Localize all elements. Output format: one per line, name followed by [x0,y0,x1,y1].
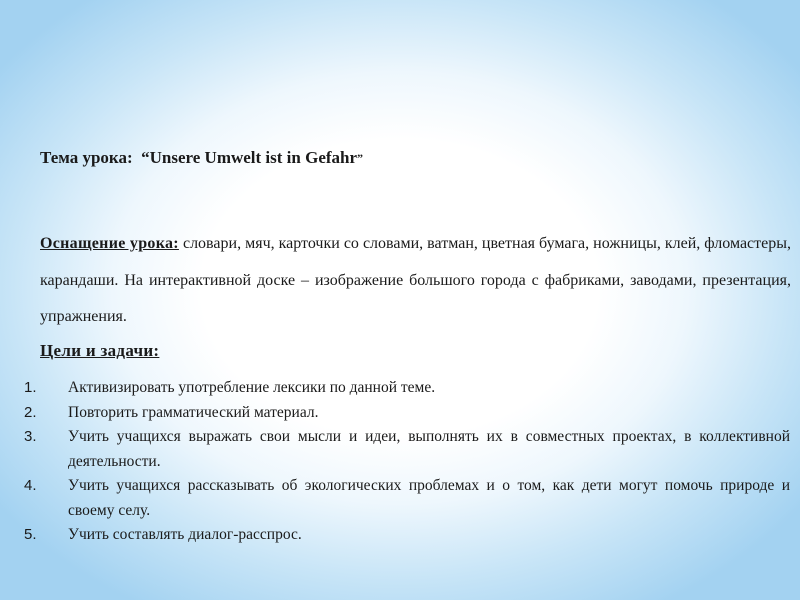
topic-title: “Unsere Umwelt ist in Gefahr [141,148,358,167]
list-item-number: 2. [24,403,37,421]
equipment-label: Оснащение урока: [40,235,179,252]
list-item-number: 3. [24,428,37,445]
list-item [24,474,790,523]
lesson-topic [40,148,363,168]
topic-close-quote: ” [357,151,364,165]
topic-label: Тема урока: [40,148,133,167]
list-item [24,425,790,474]
list-item [24,376,790,401]
list-item-number: 5. [24,526,37,543]
list-item-number: 4. [24,477,37,494]
lesson-equipment [40,226,791,336]
equipment-text: словари, мяч, карточки со словами, ватман, цветная бумага, ножницы, клей, фломастеры, карандаши. На интерактивной доске – изображение большого города с фабриками, заводами, презентация, упражнения. [40,235,792,325]
list-item-text: Учить учащихся рассказывать об экологических проблемах и о том, как дети могут помочь природе и своему селу. [68,477,790,519]
list-item [24,401,790,426]
list-item-text: Повторить грамматический материал. [68,403,319,421]
list-item-text: Учить учащихся выражать свои мысли и идеи, выполнять их в совместных проектах, в коллективной деятельности. [68,428,790,470]
list-item [24,523,790,548]
list-item-text: Активизировать употребление лексики по данной теме. [68,379,436,396]
list-item-number: 1. [24,379,37,396]
goals-title: Цели и задачи: [40,341,160,360]
list-item-text: Учить составлять диалог-расспрос. [68,526,302,543]
goals-list [24,376,790,548]
